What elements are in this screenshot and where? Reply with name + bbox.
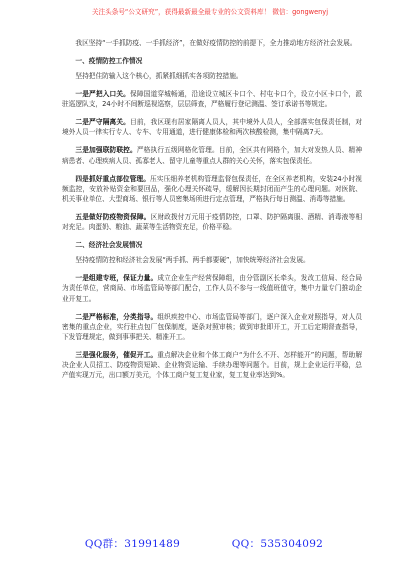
- epidemic-item: [62, 89, 362, 109]
- item-body: 压实压细养老机构管理监督包保责任，在全区养老机构，安装24小时视频监控，安放补贴资金和要回品，强化心理关怀疏导，缓解因长期封闭而产生的心理问题。对医院、机关事业单位、大型商场、银行等人员密集场所进行定点管理，严格执行每日测温、消毒等措施。: [62, 174, 362, 204]
- section-lead-economy: 坚持疫情防控和经济社会发展“两手抓、两手都要硬”，加快统筹经济社会发展。: [75, 256, 310, 265]
- epidemic-item: [62, 117, 362, 137]
- section-lead-epidemic: 坚持把住防输入这个核心，抓紧抓细抓实各项防控措施。: [75, 72, 243, 80]
- item-title: 三是强化服务，催促开工。: [75, 351, 158, 360]
- item-body: 组织疾控中心、市场监管局等部门，逐户深入企业对照指导，对人员密集的重点企业，实行驻点包厂包保制度，逐条对照审核；做到审批即开工，开工后定期督查指导，下发管理规定，做到事事把关、精准开工。: [62, 312, 363, 342]
- document-body: [62, 38, 362, 388]
- item-title: 二是严格标准，分类指导。: [75, 312, 158, 321]
- item-title: 二是严守隔离关。: [75, 118, 131, 127]
- qq-group-number: QQ群：31991489: [84, 538, 181, 550]
- intro-paragraph: 我区坚持“一手抓防疫、一手抓经济”，在做好疫情防控的前提下，全力推动地方经济社会发展。: [75, 39, 357, 47]
- item-body: 区财政拨付万元用于疫情防控，口罩、防护隔离服、酒精、消毒液等相对充足。肉蛋奶、粮油、蔬菜等生活物资充足，价格平稳。: [62, 213, 363, 232]
- item-title: 一是组建专班，保证力量。: [75, 274, 158, 283]
- item-title: 一是严把入口关。: [75, 90, 131, 98]
- promo-banner: [60, 8, 360, 34]
- promo-banner-line: 关注头条号“公文研究”，获得最新最全最专业的公文资料库！ 微信：gongwenyj: [91, 8, 329, 16]
- economy-item: [62, 312, 362, 343]
- item-title: 五是做好防疫物资保障。: [75, 213, 151, 222]
- qq-number: QQ：535304092: [231, 538, 324, 550]
- section-heading-economy: 二、经济社会发展情况: [75, 241, 143, 250]
- item-body: 保障国道穿城畅通，沿途设立城区卡口个、村屯卡口个，设立小区卡口个，派驻巡逻队支，24小时不间断巡视巡察，层层筛查，严格履行登记测温、签订承诺书等规定。: [62, 90, 363, 109]
- section-heading-epidemic: 一、疫情防控工作情况: [75, 57, 143, 65]
- economy-item: [62, 273, 362, 304]
- item-body: 严格执行五级网格化管理。目前，全区共有网格个，加大对发热人员、精神病患者、心理疾病人员、孤寡老人、留守儿童等重点人群的关心关怀，落实包保责任。: [62, 146, 363, 165]
- contact-footer: [0, 536, 408, 556]
- item-body: 目前，我区现有居家隔离人员人，其中境外人员人，全部落实包保责任制，对境外人员一律实行专人、专车、专用通道，进行健康体检和两次核酸检测，集中隔离7天。: [62, 118, 363, 137]
- epidemic-item: [62, 212, 362, 232]
- economy-item: [62, 350, 362, 381]
- item-title: 三是加强联防联控。: [75, 146, 137, 155]
- item-title: 四是抓好重点部位管理。: [75, 174, 150, 183]
- item-body: 成立企业生产经营保障组，由分管副区长牵头，发改工信局、经合局为责任单位，营商局、市场监管局等部门配合，工作人员不参与一线值班值守，集中力量专门推动企业开复工。: [62, 274, 363, 303]
- epidemic-item: [62, 174, 362, 205]
- epidemic-item: [62, 145, 362, 165]
- item-body: 重点解决企业和个体工商户“为什么不开、怎样能开”的问题，帮助解决企业人员招工、防疫物资短缺、企业物资运输、手续办理等问题个。目前，规上企业运行平稳，总产值实现万元，出口额万美元，个体工商户复工复业家，复工复业率达到%。: [62, 351, 363, 380]
